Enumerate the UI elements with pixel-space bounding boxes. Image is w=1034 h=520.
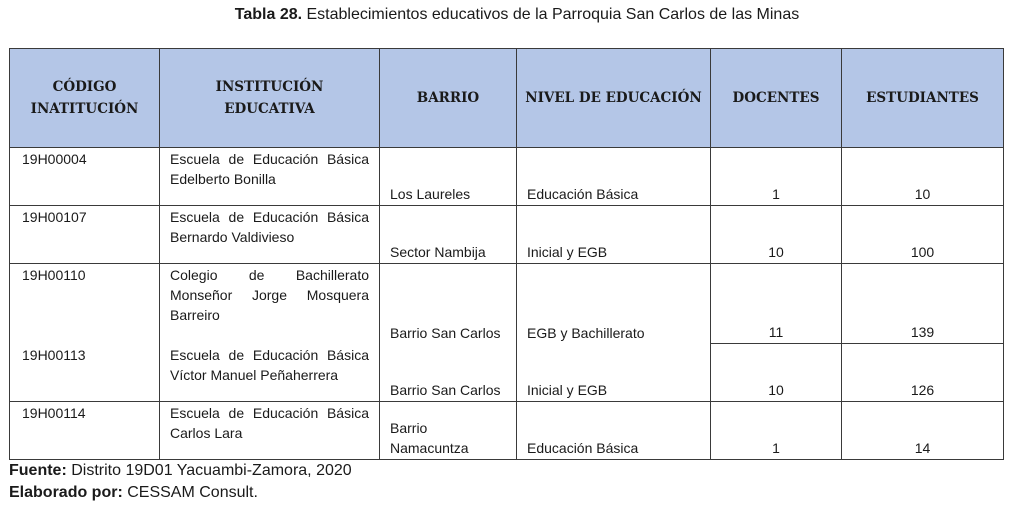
- author-note: [9, 482, 258, 504]
- cell-institution: Escuela de Educación Básica Víctor Manuel Peñaherrera: [160, 344, 380, 402]
- cell-code: 19H00107: [10, 206, 160, 264]
- author-text: CESSAM Consult.: [122, 484, 258, 501]
- cell-barrio: Barrio San Carlos: [380, 344, 517, 402]
- header-nivel: NIVEL DE EDUCACIÓN: [517, 49, 711, 148]
- cell-barrio: Barrio San Carlos: [380, 264, 517, 344]
- cell-docentes: 10: [711, 206, 842, 264]
- cell-institution: Escuela de Educación Básica Carlos Lara: [160, 402, 380, 460]
- caption-label: Tabla 28.: [234, 6, 303, 23]
- cell-barrio: Los Laureles: [380, 148, 517, 206]
- cell-code: 19H00114: [10, 402, 160, 460]
- header-estudiantes: ESTUDIANTES: [842, 49, 1004, 148]
- source-note: [9, 460, 352, 482]
- source-text: Distrito 19D01 Yacuambi-Zamora, 2020: [66, 462, 352, 479]
- cell-code: 19H00110: [10, 264, 160, 344]
- cell-estudiantes: 126: [842, 344, 1004, 402]
- source-label: Fuente:: [9, 462, 67, 479]
- caption-text: Establecimientos educativos de la Parroquia San Carlos de las Minas: [302, 6, 800, 23]
- cell-estudiantes: 100: [842, 206, 1004, 264]
- header-institucion: INSTITUCIÓN EDUCATIVA: [160, 49, 380, 148]
- header-codigo: CÓDIGO INATITUCIÓN: [10, 49, 160, 148]
- author-label: Elaborado por:: [9, 484, 123, 501]
- cell-nivel: Educación Básica: [517, 402, 711, 460]
- schools-table: [9, 48, 1004, 460]
- cell-nivel: Inicial y EGB: [517, 206, 711, 264]
- cell-barrio: Barrio Namacuntza: [380, 402, 517, 460]
- cell-institution: Colegio de Bachillerato Monseñor Jorge Mosquera Barreiro: [160, 264, 380, 344]
- cell-docentes: 11: [711, 264, 842, 344]
- cell-estudiantes: 10: [842, 148, 1004, 206]
- table-caption: [0, 6, 1034, 24]
- table-row: [10, 402, 1004, 460]
- cell-estudiantes: 139: [842, 264, 1004, 344]
- cell-nivel: EGB y Bachillerato: [517, 264, 711, 344]
- table-row: [10, 264, 1004, 344]
- cell-nivel: Educación Básica: [517, 148, 711, 206]
- cell-docentes: 10: [711, 344, 842, 402]
- cell-institution: Escuela de Educación Básica Bernardo Valdivieso: [160, 206, 380, 264]
- header-docentes: DOCENTES: [711, 49, 842, 148]
- table-row: [10, 344, 1004, 402]
- cell-docentes: 1: [711, 148, 842, 206]
- header-barrio: BARRIO: [380, 49, 517, 148]
- cell-barrio: Sector Nambija: [380, 206, 517, 264]
- table-row: [10, 148, 1004, 206]
- cell-nivel: Inicial y EGB: [517, 344, 711, 402]
- cell-docentes: 1: [711, 402, 842, 460]
- table-row: [10, 206, 1004, 264]
- table-header-row: [10, 49, 1004, 148]
- cell-code: 19H00004: [10, 148, 160, 206]
- cell-estudiantes: 14: [842, 402, 1004, 460]
- cell-code: 19H00113: [10, 344, 160, 402]
- cell-institution: Escuela de Educación Básica Edelberto Bonilla: [160, 148, 380, 206]
